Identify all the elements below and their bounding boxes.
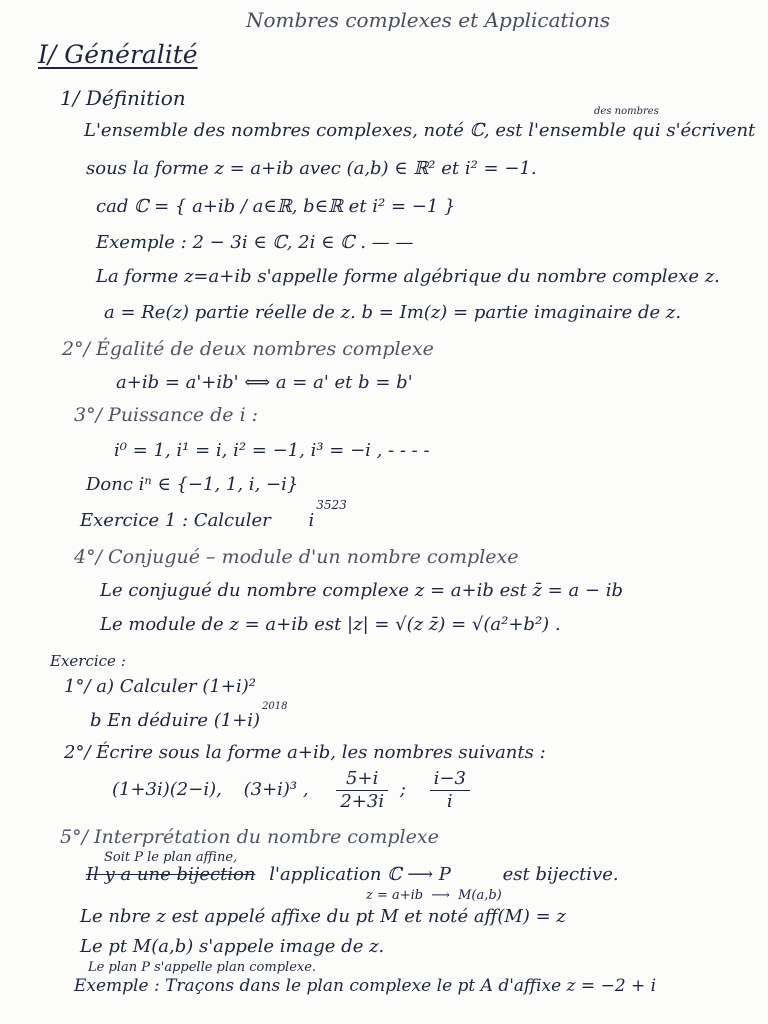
bijective-text: est bijective. xyxy=(502,864,619,885)
fraction-2-numerator: i−3 xyxy=(430,768,470,791)
definition-line-3: cad ℂ = { a+ib / a∈ℝ, b∈ℝ et i² = −1 } xyxy=(96,196,456,217)
example-line: Exemple : 2 − 3i ∈ ℂ, 2i ∈ ℂ . — — xyxy=(96,232,414,253)
image-line: Le pt M(a,b) s'appele image de z. xyxy=(80,936,385,957)
subheading-powers: 3°/ Puissance de i : xyxy=(74,404,259,426)
exercise-q1b xyxy=(90,701,288,732)
exercise-q1: 1°/ a) Calculer (1+i)² xyxy=(64,676,256,697)
exercise-q1b-text: b En déduire (1+i) xyxy=(90,710,261,731)
fraction-1 xyxy=(336,768,388,812)
subheading-equality: 2°/ Égalité de deux nombres complexe xyxy=(62,338,434,360)
fraction-1-numerator: 5+i xyxy=(336,768,388,791)
subheading-definition: 1/ Définition xyxy=(60,86,186,110)
affix-line: Le nbre z est appelé affixe du pt M et noté aff(M) = z xyxy=(80,906,566,927)
exercise-q1b-exponent: 2018 xyxy=(262,701,288,712)
exercise-1-base: i xyxy=(308,510,315,531)
plane-insertion: Soit P le plan affine, xyxy=(104,850,238,865)
page-title: Nombres complexes et Applications xyxy=(246,8,611,32)
powers-line: i⁰ = 1, i¹ = i, i² = −1, i³ = −i , - - - - xyxy=(114,440,430,461)
expr-product: (1+3i)(2−i), xyxy=(112,779,222,801)
mapping-from: z = a+ib xyxy=(366,888,424,903)
fraction-2 xyxy=(430,768,470,812)
exercise-q2-expressions xyxy=(112,768,476,812)
definition-line-1: L'ensemble des nombres complexes, noté ℂ, est l'ensemble qui s'écrivent xyxy=(84,120,756,141)
subheading-interpretation: 5°/ Interprétation du nombre complexe xyxy=(60,826,439,848)
application-text: l'application ℂ ⟶ P xyxy=(269,864,451,885)
powers-conclusion: Donc iⁿ ∈ {−1, 1, i, −i} xyxy=(86,474,299,495)
real-imaginary-parts-line: a = Re(z) partie réelle de z. b = Im(z) = partie imaginaire de z. xyxy=(104,302,682,323)
mapping-arrow: ⟶ xyxy=(431,888,450,903)
definition-line-2: sous la forme z = a+ib avec (a,b) ∈ ℝ² et i² = −1. xyxy=(86,158,537,179)
mapping-to: M(a,b) xyxy=(458,888,502,903)
margin-annotation: des nombres xyxy=(594,106,659,117)
fraction-separator: ; xyxy=(399,779,406,801)
expr-cube: (3+i)³ , xyxy=(243,779,309,801)
equality-line: a+ib = a'+ib' ⟺ a = a' et b = b' xyxy=(116,372,413,393)
subheading-conjugate-module: 4°/ Conjugué – module d'un nombre complexe xyxy=(74,546,519,568)
module-line: Le module de z = a+ib est |z| = √(z z̄) = √(a²+b²) . xyxy=(100,614,561,635)
fraction-1-denominator: 2+3i xyxy=(340,790,385,812)
bijection-line xyxy=(86,864,619,886)
exercise-heading: Exercice : xyxy=(50,652,126,670)
exercise-1-label: Exercice 1 : Calculer xyxy=(80,510,271,531)
section-heading-generalite xyxy=(38,40,198,70)
algebraic-form-line: La forme z=a+ib s'appelle forme algébrique du nombre complexe z. xyxy=(96,266,720,287)
exercise-q2: 2°/ Écrire sous la forme a+ib, les nombres suivants : xyxy=(64,742,546,763)
exercise-1-exponent: 3523 xyxy=(316,498,347,512)
fraction-2-denominator: i xyxy=(446,790,453,812)
section-heading-text: I/ Généralité xyxy=(38,40,198,69)
exercise-1-line xyxy=(80,498,347,532)
mapping-detail xyxy=(366,888,502,904)
complex-plane-line: Le plan P s'appelle plan complexe. xyxy=(88,960,317,975)
conjugate-line: Le conjugué du nombre complexe z = a+ib est z̄ = a − ib xyxy=(100,580,623,601)
example-plot-line: Exemple : Traçons dans le plan complexe le pt A d'affixe z = −2 + i xyxy=(74,976,657,996)
struck-out-text: Il y a une bijection xyxy=(86,864,256,885)
